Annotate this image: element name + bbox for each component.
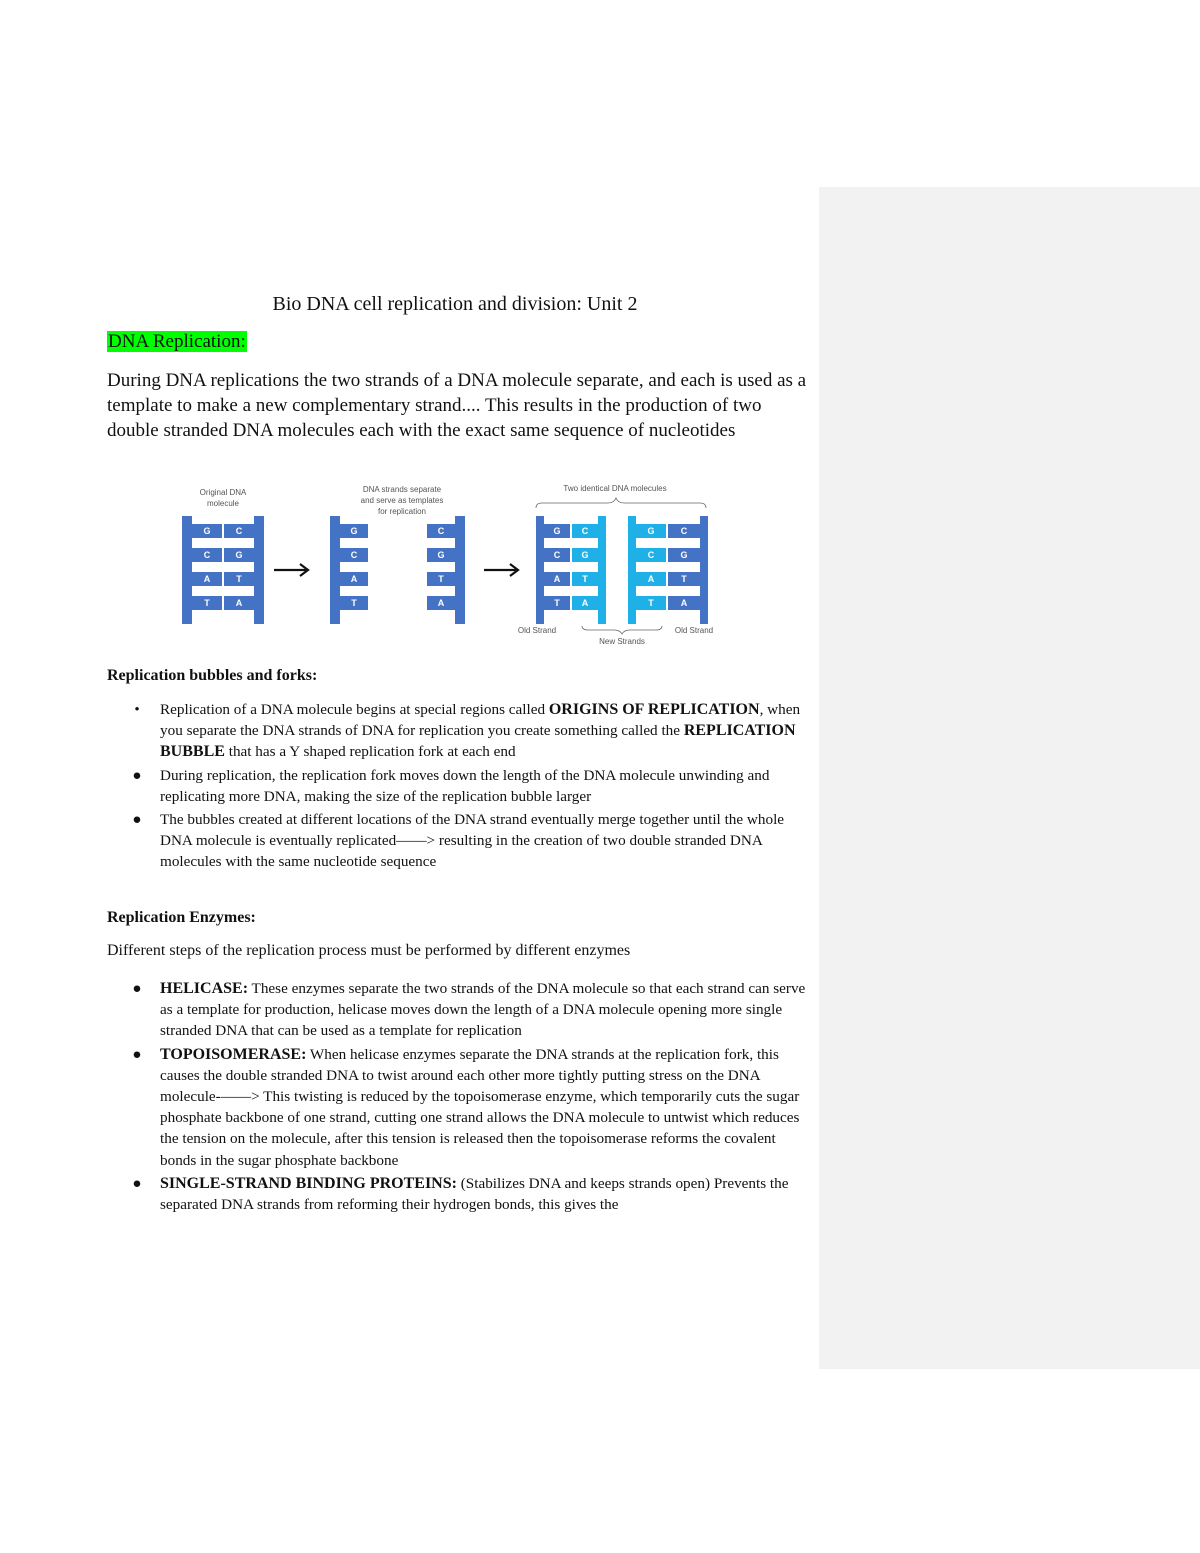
item-text: Replication of a DNA molecule begins at special regions called bbox=[160, 701, 549, 718]
base-label: A bbox=[647, 574, 655, 584]
bubbles-item bbox=[107, 699, 807, 763]
base-label: A bbox=[437, 598, 445, 608]
label-original-2: molecule bbox=[206, 499, 240, 508]
enzymes-item bbox=[107, 978, 807, 1042]
base-label: T bbox=[204, 598, 210, 608]
base-label: C bbox=[553, 550, 561, 560]
document-title: Bio DNA cell replication and division: Unit 2 bbox=[272, 293, 638, 315]
bubbles-item bbox=[107, 809, 807, 873]
base-label: G bbox=[437, 550, 445, 560]
base-label: A bbox=[203, 574, 211, 584]
base-label: G bbox=[647, 526, 655, 536]
base-label: G bbox=[680, 550, 688, 560]
bullet-icon: ● bbox=[132, 980, 142, 997]
item-text: These enzymes separate the two strands of the DNA molecule so that each strand can serve as a template for production, helicase moves down the length of a DNA molecule opening more single stranded DNA that can be used as a template for replication bbox=[160, 980, 806, 1040]
base-label: A bbox=[553, 574, 561, 584]
bold-term: HELICASE: bbox=[160, 980, 249, 997]
bold-term: ORIGINS OF REPLICATION bbox=[548, 701, 760, 718]
bullet-icon: ● bbox=[132, 811, 142, 829]
item-text: that has a Y shaped replication fork at each end bbox=[224, 743, 516, 761]
label-separate-2: and serve as templates bbox=[360, 496, 444, 505]
bubbles-list bbox=[107, 699, 807, 875]
original-dna-molecule bbox=[182, 516, 264, 624]
comment-pane bbox=[819, 187, 1200, 1369]
base-label: T bbox=[681, 574, 687, 584]
base-label: C bbox=[350, 550, 358, 560]
base-label: T bbox=[236, 574, 242, 584]
base-label: G bbox=[553, 526, 561, 536]
enzymes-intro: Different steps of the replication process must be performed by different enzymes bbox=[107, 942, 631, 959]
top-brace bbox=[536, 498, 706, 508]
item-text: The bubbles created at different locations of the DNA strand eventually merge together until the whole DNA molecule is eventually replicated——> resulting in the creation of two double stranded DNA molecules with the same nucleotide sequence bbox=[160, 811, 785, 871]
base-label: C bbox=[680, 526, 688, 536]
base-label: T bbox=[351, 598, 357, 608]
base-label: C bbox=[647, 550, 655, 560]
base-label: C bbox=[203, 550, 211, 560]
label-new-strands: New Strands bbox=[599, 637, 645, 646]
enzymes-heading: Replication Enzymes: bbox=[107, 909, 256, 926]
item-text: (Stabilizes DNA and keeps strands open) Prevents the separated DNA strands from reforming their hydrogen bonds, this gives the bbox=[160, 1174, 789, 1214]
base-label: G bbox=[235, 550, 243, 560]
base-label: A bbox=[235, 598, 243, 608]
item-text: , when you separate the DNA strands of DNA for replication you create something called the bbox=[160, 701, 801, 740]
enzymes-item bbox=[107, 1173, 807, 1215]
highlighted-heading-text: DNA Replication: bbox=[108, 331, 246, 352]
label-old-left: Old Strand bbox=[517, 626, 557, 635]
dna-replication-figure bbox=[170, 478, 730, 650]
bold-term: SINGLE-STRAND BINDING PROTEINS: bbox=[160, 1174, 457, 1192]
base-label: C bbox=[437, 526, 445, 536]
base-label: A bbox=[680, 598, 688, 608]
base-label: A bbox=[581, 598, 589, 608]
base-label: T bbox=[582, 574, 588, 584]
label-separate-1: DNA strands separate bbox=[362, 485, 442, 494]
bullet-icon: ● bbox=[132, 1174, 142, 1192]
identical-dna-molecules bbox=[536, 516, 708, 624]
base-label: G bbox=[350, 526, 358, 536]
intro-paragraph: During DNA replications the two strands of a DNA molecule separate, and each is used as a template to make a new complementary strand.... This results in the production of two double stranded DNA molecules each with the exact same sequence of nucleotides bbox=[107, 370, 807, 441]
bold-term: REPLICATION BUBBLE bbox=[160, 722, 796, 761]
label-original-1: Original DNA bbox=[199, 488, 247, 497]
bubbles-item bbox=[107, 765, 807, 807]
bullet-icon: ● bbox=[132, 1045, 142, 1063]
label-old-right: Old Strand bbox=[674, 626, 714, 635]
base-label: C bbox=[581, 526, 589, 536]
label-separate-3: for replication bbox=[377, 507, 427, 516]
arrow-right-icon bbox=[274, 564, 308, 576]
base-label: T bbox=[554, 598, 560, 608]
item-text: When helicase enzymes separate the DNA strands at the replication fork, this causes the double stranded DNA to twist around each other more tightly putting stress on the DNA molecule-——> This twisting is reduced by the topoisomerase enzyme, which temporarily cuts the sugar phosphate backbone of one strand, cutting one strand allows the DNA molecule to untwist which reduces the tension on the molecule, after this tension is released then the topoisomerase reforms the covalent bonds in the sugar phosphate backbone bbox=[160, 1045, 800, 1169]
enzymes-item bbox=[107, 1044, 807, 1171]
item-text: During replication, the replication fork moves down the length of the DNA molecule unwinding and replicating more DNA, making the size of the replication bubble larger bbox=[160, 766, 770, 805]
base-label: T bbox=[648, 598, 654, 608]
base-label: T bbox=[438, 574, 444, 584]
bottom-brace bbox=[582, 626, 662, 634]
base-label: C bbox=[235, 526, 243, 536]
section-heading bbox=[107, 331, 247, 353]
bold-term: TOPOISOMERASE: bbox=[160, 1045, 307, 1063]
label-identical: Two identical DNA molecules bbox=[563, 484, 667, 493]
bubbles-heading: Replication bubbles and forks: bbox=[107, 667, 318, 684]
base-label: G bbox=[203, 526, 211, 536]
bullet-icon: ● bbox=[132, 766, 142, 784]
base-label: A bbox=[350, 574, 358, 584]
separating-dna-molecule bbox=[330, 516, 465, 624]
base-label: G bbox=[581, 550, 589, 560]
bullet-icon: • bbox=[134, 701, 140, 718]
arrow-right-icon bbox=[484, 564, 518, 576]
enzymes-list bbox=[107, 978, 807, 1217]
